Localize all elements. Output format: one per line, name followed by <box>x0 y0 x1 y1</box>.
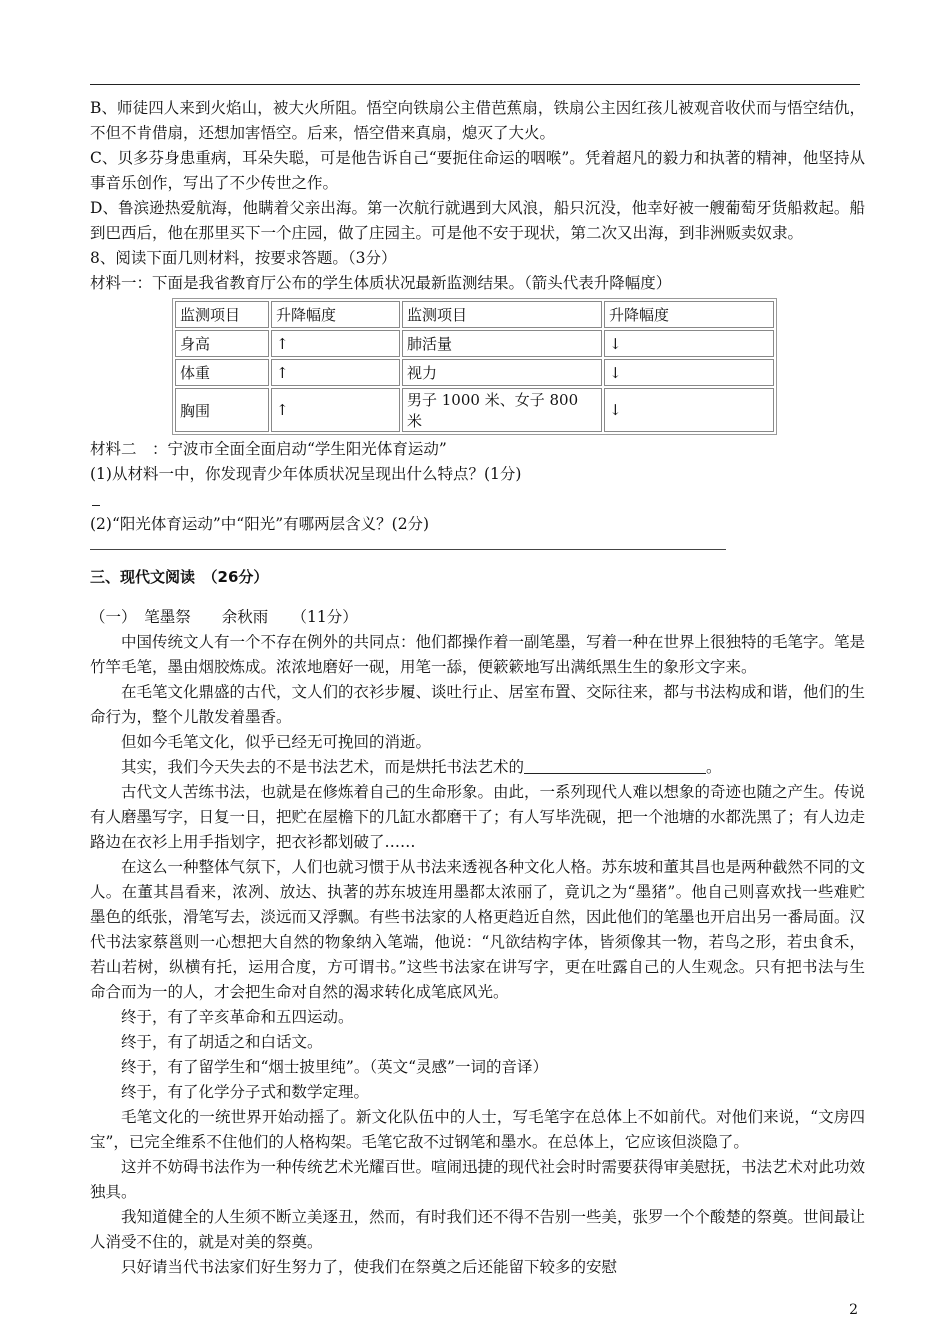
option-d: D、鲁滨逊热爱航海，他瞒着父亲出海。第一次航行就遇到大风浪，船只沉没，他幸好被一艘葡萄牙货船救起。船到巴西后，他在那里买下一个庄园，做了庄园主。可是他不安于现状，第二次又出海，到非洲贩卖奴隶。 <box>90 199 865 242</box>
down-arrow-icon: ↓ <box>604 388 774 432</box>
section-3-title: 三、现代文阅读 （26分） <box>90 568 269 586</box>
table-cell: 体重 <box>175 359 269 386</box>
material-1: 材料一：下面是我省教育厅公布的学生体质状况最新监测结果。（箭头代表升降幅度） <box>90 274 672 292</box>
passage-paragraph: 在这么一种整体气氛下，人们也就习惯于从书法来透视各种文化人格。苏东坡和董其昌也是两种截然不同的文人。在董其昌看来，浓冽、放达、执著的苏东坡连用墨都太浓丽了，竟讥之为“墨猪”。他自己则喜欢找一些难贮墨色的纸张，滑笔写去，淡远而又浮飘。有些书法家的人格更趋近自然，因此他们的笔墨也开启出另一番局面。汉代书法家蔡邕则一心想把大自然的物象纳入笔端，他说：“凡欲结构字体，皆须像其一物，若鸟之形，若虫食禾，若山若树，纵横有托，运用合度，方可谓书。”这些书法家在讲写字，更在吐露自己的人生观念。只有把书法与生命合而为一的人，才会把生命对自然的渴求转化成笔底风光。 <box>90 858 866 1001</box>
option-b: B、师徒四人来到火焰山，被大火所阻。悟空向铁扇公主借芭蕉扇，铁扇公主因红孩儿被观音收伏而与悟空结仇，不但不肯借扇，还想加害悟空。后来，悟空借来真扇，熄灭了大火。 <box>90 99 865 142</box>
passage-header: （一） 笔墨祭 余秋雨 （11分） <box>90 608 358 626</box>
blank-text-before: 其实，我们今天失去的不是书法艺术，而是烘托书法艺术的 <box>121 758 525 776</box>
question-8-stem: 8、阅读下面几则材料，按要求答题。（3分） <box>90 249 397 267</box>
passage-paragraph: 这并不妨碍书法作为一种传统艺术光耀百世。喧闹迅捷的现代社会时时需要获得审美慰抚，书法艺术对此功效独具。 <box>90 1158 866 1201</box>
fill-in-blank[interactable] <box>524 757 706 774</box>
table-header-cell: 监测项目 <box>175 301 269 328</box>
passage-paragraph: 我知道健全的人生须不断立美逐丑，然而，有时我们还不得不告别一些美，张罗一个个酸楚的祭奠。世间最让人消受不住的，就是对美的祭奠。 <box>90 1208 866 1251</box>
passage-paragraph: 终于，有了辛亥革命和五四运动。 <box>121 1008 354 1026</box>
down-arrow-icon: ↓ <box>604 359 774 386</box>
up-arrow-icon: ↑ <box>271 330 400 357</box>
table-row <box>175 359 774 386</box>
answer-line <box>92 491 100 506</box>
fill-blank-paragraph <box>90 755 865 780</box>
table-header-row <box>175 301 774 328</box>
table-header-cell: 升降幅度 <box>271 301 400 328</box>
material-2: 材料二 ：宁波市全面全面启动“学生阳光体育运动” <box>90 440 447 458</box>
table-cell: 胸围 <box>175 388 269 432</box>
passage-paragraph: 终于，有了留学生和“烟士披里纯”。（英文“灵感”一词的音译） <box>121 1058 548 1076</box>
monitor-table <box>172 298 777 435</box>
passage-paragraph: 但如今毛笔文化，似乎已经无可挽回的消逝。 <box>121 733 432 751</box>
sub-question-2: (2)“阳光体育运动”中“阳光”有哪两层含义？(2分) <box>90 515 430 533</box>
passage-paragraph: 终于，有了胡适之和白话文。 <box>121 1033 323 1051</box>
up-arrow-icon: ↑ <box>271 359 400 386</box>
passage-paragraph: 只好请当代书法家们好生努力了，使我们在祭奠之后还能留下较多的安慰 <box>121 1258 618 1276</box>
header-rule <box>90 84 860 85</box>
passage-paragraph: 终于，有了化学分子式和数学定理。 <box>121 1083 370 1101</box>
table-cell: 男子 1000 米、女子 800 米 <box>402 388 602 432</box>
up-arrow-icon: ↑ <box>271 388 400 432</box>
passage-paragraph: 古代文人苦练书法，也就是在修炼着自己的生命形象。由此，一系列现代人难以想象的奇迹也随之产生。传说有人磨墨写字，日复一日，把贮在屋檐下的几缸水都磨干了；有人写毕洗砚，把一个池塘的水都洗黑了；有人边走路边在衣衫上用手指划字，把衣衫都划破了…… <box>90 783 866 851</box>
section-divider <box>90 549 726 550</box>
table-cell: 视力 <box>402 359 602 386</box>
table-row <box>175 388 774 432</box>
page-content <box>90 96 865 1280</box>
table-row <box>175 330 774 357</box>
passage-paragraph: 在毛笔文化鼎盛的古代，文人们的衣衫步履、谈吐行止、居室布置、交际往来，都与书法构成和谐，他们的生命行为，整个儿散发着墨香。 <box>90 683 866 726</box>
sub-question-1: (1)从材料一中，你发现青少年体质状况呈现出什么特点？(1分) <box>90 465 522 483</box>
blank-text-after: 。 <box>706 758 722 776</box>
option-c: C、贝多芬身患重病，耳朵失聪，可是他告诉自己“要扼住命运的咽喉”。凭着超凡的毅力和执著的精神，他坚持从事音乐创作，写出了不少传世之作。 <box>90 149 865 192</box>
page-number: 2 <box>849 1302 858 1318</box>
table-header-cell: 监测项目 <box>402 301 602 328</box>
table-cell: 肺活量 <box>402 330 602 357</box>
passage-paragraph: 毛笔文化的一统世界开始动摇了。新文化队伍中的人士，写毛笔字在总体上不如前代。对他们来说，“文房四宝”，已完全维系不住他们的人格构架。毛笔它敌不过钢笔和墨水。在总体上，它应该但淡隐了。 <box>90 1108 865 1151</box>
table-header-cell: 升降幅度 <box>604 301 774 328</box>
table-cell: 身高 <box>175 330 269 357</box>
passage-paragraph: 中国传统文人有一个不存在例外的共同点：他们都操作着一副笔墨，写着一种在世界上很独特的毛笔字。笔是竹竿毛笔，墨由烟胶炼成。浓浓地磨好一砚，用笔一舔，便簌簌地写出满纸黑生生的象形文字来。 <box>90 633 866 676</box>
down-arrow-icon: ↓ <box>604 330 774 357</box>
